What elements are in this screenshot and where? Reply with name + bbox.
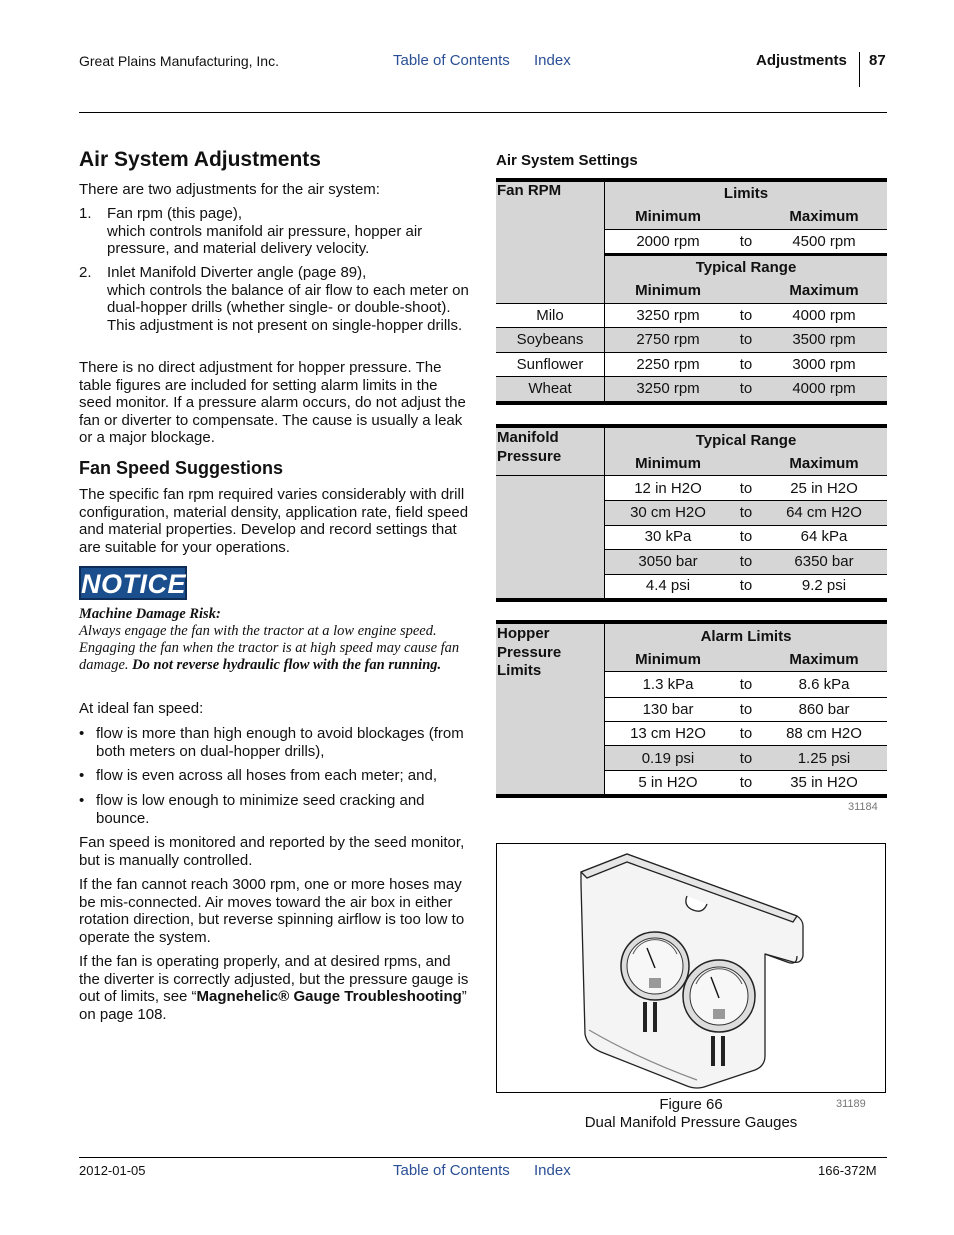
- fan-speed-paragraph: The specific fan rpm required varies considerably with drill configuration, material density, application rate, field speed and material properties. Develop and record settings that are suitable for your operations.: [79, 486, 469, 556]
- row-max: 6350 bar: [794, 553, 854, 570]
- rpm-3000-paragraph: If the fan cannot reach 3000 rpm, one or more hoses may be mis-connected. Air moves toward the air box in either rotation direction, but reverse spinning airflow is too low to operate the system.: [79, 876, 465, 946]
- to-label: to: [739, 774, 753, 791]
- row-min: 3250 rpm: [636, 307, 700, 324]
- row-min: 12 in H2O: [634, 480, 702, 497]
- label-line: Limits: [497, 662, 542, 679]
- row-line: [605, 574, 887, 575]
- row-line: [496, 352, 887, 353]
- table-bottom-bar: [496, 401, 887, 405]
- left-column-lower: [79, 700, 469, 1040]
- notice-title: Machine Damage Risk:: [79, 606, 221, 622]
- figure-caption: [496, 1096, 886, 1131]
- bullet-dot: •: [79, 792, 85, 809]
- list-number: 1.: [79, 205, 92, 222]
- min-header: Minimum: [635, 208, 701, 225]
- to-label: to: [739, 307, 753, 324]
- row-line: [605, 770, 887, 771]
- crop-name: Milo: [536, 307, 564, 324]
- row-line: [605, 229, 887, 230]
- row-min: 4.4 psi: [645, 577, 691, 594]
- min-header: Minimum: [635, 455, 701, 472]
- gauge-paragraph: [79, 953, 469, 1023]
- header-rule: [79, 112, 887, 113]
- row-line: [496, 303, 887, 304]
- row-max: 3500 rpm: [792, 331, 856, 348]
- manifold-pressure-table: [496, 424, 887, 602]
- typical-range-header: Typical Range: [695, 259, 797, 276]
- list-item-heading: Inlet Manifold Diverter angle (page 89),: [107, 264, 367, 281]
- to-label: to: [739, 504, 753, 521]
- row-min: 2250 rpm: [636, 356, 700, 373]
- notice-bold-warning: Do not reverse hydraulic flow with the fan running.: [132, 657, 442, 673]
- row-min: 1.3 kPa: [642, 676, 694, 693]
- footer-rule: [79, 1157, 887, 1158]
- figure-reference-number: 31189: [836, 1098, 866, 1110]
- notice-text-block: [79, 606, 471, 674]
- gauge-paragraph-tail: ” on page 108.: [79, 988, 467, 1023]
- page-number: 87: [869, 52, 886, 69]
- max-header: Maximum: [789, 208, 859, 225]
- list-item-detail: which controls the balance of air flow to each meter on dual-hopper drills (whether single- or double-shoot). This adjustment is not present on single-hopper drills.: [107, 281, 469, 334]
- to-label: to: [739, 528, 753, 545]
- to-label: to: [739, 553, 753, 570]
- limits-header: Limits: [723, 185, 769, 202]
- row-line: [605, 525, 887, 526]
- row-min: 30 cm H2O: [630, 504, 706, 521]
- gauge-troubleshooting-ref: Magnehelic® Gauge Troubleshooting: [196, 988, 462, 1005]
- hopper-label: [497, 625, 561, 681]
- row-min: 3250 rpm: [636, 380, 700, 397]
- crop-name: Wheat: [528, 380, 572, 397]
- figure-number: Figure 66: [659, 1096, 723, 1113]
- to-label: to: [739, 725, 753, 742]
- crop-name: Soybeans: [516, 331, 584, 348]
- row-min: 0.19 psi: [641, 750, 695, 767]
- row-max: 35 in H2O: [790, 774, 858, 791]
- row-min: 30 kPa: [644, 528, 692, 545]
- row-max: 4000 rpm: [792, 307, 856, 324]
- page-title: Air System Adjustments: [79, 148, 321, 171]
- to-label: to: [739, 380, 753, 397]
- settings-title: Air System Settings: [496, 152, 638, 169]
- limits-max-value: 4500 rpm: [792, 233, 856, 250]
- max-header: Maximum: [789, 455, 859, 472]
- to-label: to: [739, 676, 753, 693]
- row-max: 8.6 kPa: [798, 676, 850, 693]
- header-toc-link[interactable]: Table of Contents: [393, 52, 510, 69]
- to-label: to: [739, 233, 753, 250]
- gauge-paragraph-text: If the fan is operating properly, and at desired rpms, and the diverter is correctly adjusted, but the pressure gauge is out of limits, see “: [79, 953, 469, 1005]
- figure-frame: [496, 843, 886, 1093]
- label-line: Pressure: [497, 643, 562, 661]
- row-max: 1.25 psi: [797, 750, 851, 767]
- row-max: 64 cm H2O: [786, 504, 862, 521]
- max-header: Maximum: [789, 651, 859, 668]
- footer-index-link[interactable]: Index: [534, 1162, 571, 1179]
- label-line: Manifold: [497, 429, 559, 446]
- list-number: 2.: [79, 264, 92, 281]
- row-min: 13 cm H2O: [630, 725, 706, 742]
- notice-banner: [79, 566, 187, 600]
- row-max: 25 in H2O: [790, 480, 858, 497]
- bullet-text: flow is even across all hoses from each meter; and,: [96, 767, 437, 784]
- bullet-dot: •: [79, 725, 85, 742]
- to-label: to: [739, 701, 753, 718]
- fan-speed-heading: Fan Speed Suggestions: [79, 458, 284, 478]
- table-bottom-bar: [496, 794, 887, 798]
- max-header: Maximum: [789, 282, 859, 299]
- crop-name: Sunflower: [516, 356, 584, 373]
- typical-range-header: Typical Range: [695, 432, 797, 449]
- row-min: 130 bar: [642, 701, 694, 718]
- min-header: Minimum: [635, 282, 701, 299]
- to-label: to: [739, 356, 753, 373]
- row-max: 88 cm H2O: [786, 725, 862, 742]
- row-line: [605, 671, 887, 672]
- hopper-pressure-table: [496, 620, 887, 798]
- footer-toc-link[interactable]: Table of Contents: [393, 1162, 510, 1179]
- row-min: 5 in H2O: [638, 774, 698, 791]
- bullet-text: flow is low enough to minimize seed cracking and bounce.: [96, 792, 425, 827]
- ideal-speed-intro: At ideal fan speed:: [79, 700, 204, 717]
- label-line: Hopper: [497, 625, 550, 642]
- figure-title: Dual Manifold Pressure Gauges: [584, 1113, 798, 1131]
- to-label: to: [739, 577, 753, 594]
- header-index-link[interactable]: Index: [534, 52, 571, 69]
- footer-date: 2012-01-05: [79, 1163, 146, 1178]
- monitor-paragraph: Fan speed is monitored and reported by the seed monitor, but is manually controlled.: [79, 834, 465, 869]
- row-line: [605, 697, 887, 698]
- header-divider: [859, 52, 860, 87]
- table-bottom-bar: [496, 598, 887, 602]
- to-label: to: [739, 480, 753, 497]
- fan-rpm-label: Fan RPM: [497, 182, 562, 199]
- bullet-dot: •: [79, 767, 85, 784]
- bullet-text: flow is more than high enough to avoid blockages (from both meters on dual-hopper drills),: [96, 725, 464, 760]
- row-max: 3000 rpm: [792, 356, 856, 373]
- min-header: Minimum: [635, 651, 701, 668]
- label-line: Pressure: [497, 447, 562, 465]
- section-name: Adjustments: [756, 52, 847, 69]
- hopper-pressure-paragraph: There is no direct adjustment for hopper pressure. The table figures are included for setting alarm limits in the seed monitor. If a pressure alarm occurs, do not adjust the fan or diverter to compensate. The cause is usually a leak or a major blockage.: [79, 359, 466, 446]
- fan-rpm-table: [496, 178, 887, 406]
- row-max: 9.2 psi: [801, 577, 847, 594]
- manifold-label: [497, 429, 561, 466]
- row-max: 4000 rpm: [792, 380, 856, 397]
- gauge-panel-illustration: [497, 844, 885, 1092]
- row-max: 860 bar: [798, 701, 850, 718]
- alarm-limits-header: Alarm Limits: [700, 628, 792, 645]
- to-label: to: [739, 331, 753, 348]
- list-item-heading: Fan rpm (this page),: [107, 205, 243, 222]
- row-line: [496, 475, 887, 476]
- notice-text: Always engage the fan with the tractor at a low engine speed. Engaging the fan when the tractor is at high speed may cause fan damage.: [79, 623, 460, 673]
- row-min: 2750 rpm: [636, 331, 700, 348]
- limits-min-value: 2000 rpm: [636, 233, 700, 250]
- company-name: Great Plains Manufacturing, Inc.: [79, 53, 279, 69]
- row-max: 64 kPa: [800, 528, 848, 545]
- row-line: [605, 721, 887, 722]
- footer-doc-number: 166-372M: [818, 1163, 877, 1178]
- row-min: 3050 bar: [638, 553, 698, 570]
- notice-label: NOTICE: [81, 569, 187, 599]
- to-label: to: [739, 750, 753, 767]
- table-reference-number: 31184: [848, 801, 878, 813]
- list-item-detail: which controls manifold air pressure, hopper air pressure, and material delivery velocity.: [107, 222, 423, 257]
- intro-text: There are two adjustments for the air system:: [79, 181, 380, 198]
